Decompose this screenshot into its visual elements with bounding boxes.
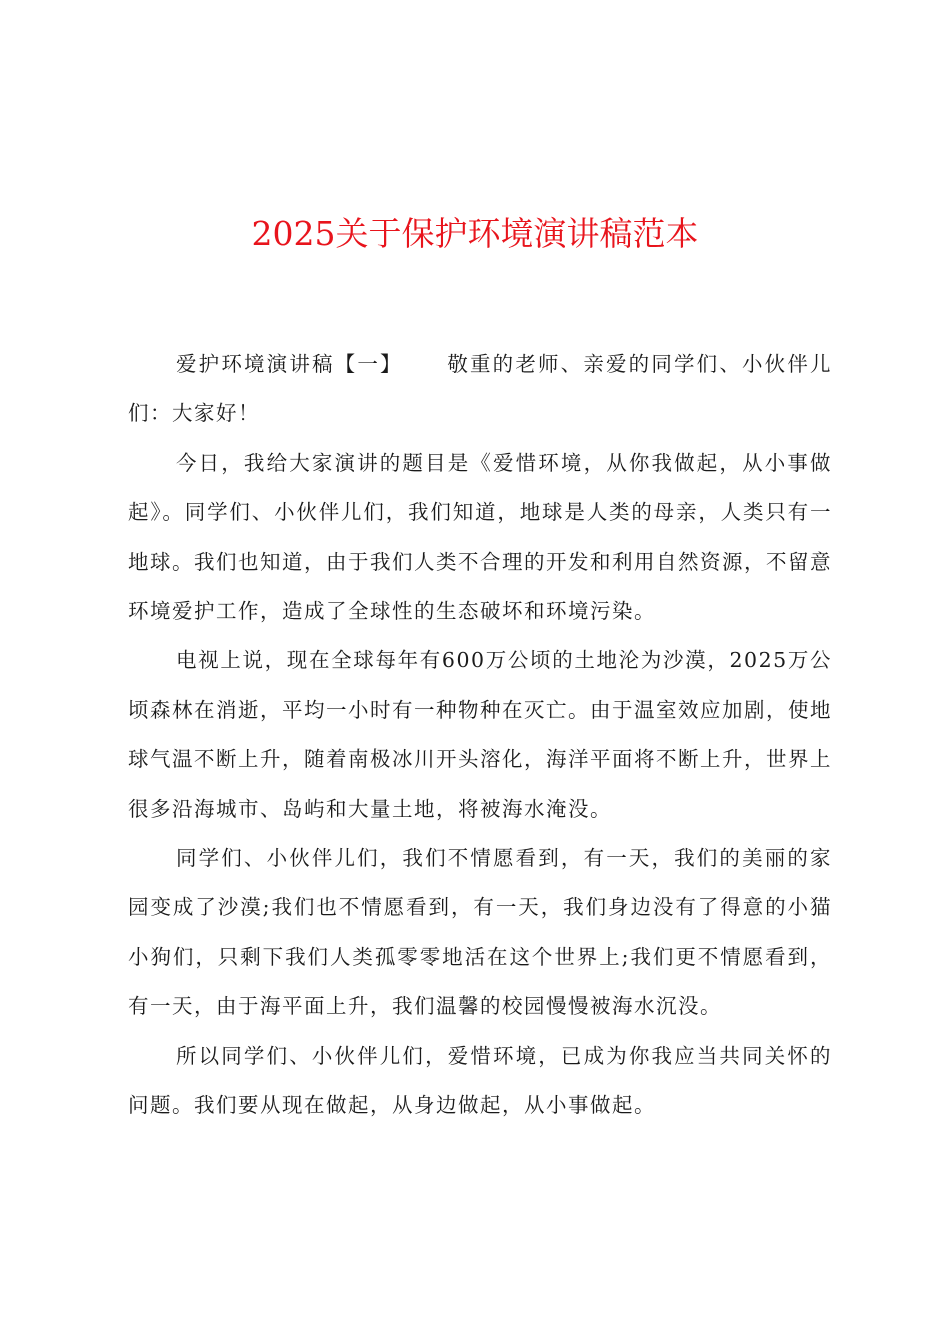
document-title: 2025关于保护环境演讲稿范本 xyxy=(251,214,699,253)
paragraph-1: 今日，我给大家演讲的题目是《爱惜环境，从你我做起，从小事做起》。同学们、小伙伴儿们，我们知道，地球是人类的母亲，人类只有一地球。我们也知道，由于我们人类不合理的开发和利用自然资源，不留意环境爱护工作，造成了全球性的生态破坏和环境污染。 xyxy=(128,450,832,624)
section-heading: 爱护环境演讲稿【一】 xyxy=(176,352,403,376)
opening-paragraph xyxy=(128,340,832,439)
paragraph-3: 同学们、小伙伴儿们，我们不情愿看到，有一天，我们的美丽的家园变成了沙漠;我们也不情愿看到，有一天，我们身边没有了得意的小猫小狗们，只剩下我们人类孤零零地活在这个世界上;我们更不情愿看到，有一天，由于海平面上升，我们温馨的校园慢慢被海水沉没。 xyxy=(128,846,832,1019)
paragraph-4: 所以同学们、小伙伴儿们，爱惜环境，已成为你我应当共同关怀的问题。我们要从现在做起，从身边做起，从小事做起。 xyxy=(128,1043,832,1118)
document-body xyxy=(128,340,832,1131)
greeting-text: 敬重的老师、亲爱的同学们、小伙伴儿们：大家好！ xyxy=(128,352,833,426)
paragraph-2: 电视上说，现在全球每年有600万公顷的土地沦为沙漠，2025万公顷森林在消逝，平均一小时有一种物种在灭亡。由于温室效应加剧，使地球气温不断上升，随着南极冰川开头溶化，海洋平面将不断上升，世界上很多沿海城市、岛屿和大量土地，将被海水淹没。 xyxy=(128,648,832,821)
